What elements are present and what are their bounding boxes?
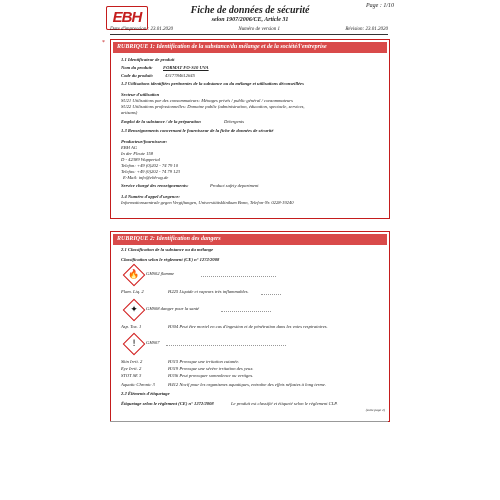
print-date: Date d'impression : 23.01.2020 — [110, 27, 173, 32]
product-code-value: 4317784612645 — [165, 73, 195, 78]
product-name-label: Nom du produit: — [121, 65, 153, 70]
dotted-line — [221, 311, 271, 312]
sector-su22-cont: artisans) — [121, 110, 138, 115]
footer-rule — [110, 421, 388, 422]
clp-title: Classification selon le règlement (CE) n° 1272/2008 — [121, 257, 220, 262]
header-rule — [110, 34, 388, 35]
h315-statement: H315 Provoque une irritation cutanée. — [168, 359, 240, 364]
h304-statement: H304 Peut être mortel en cas d'ingestion et de pénétration dans les voies respiratoires. — [168, 324, 328, 329]
product-code-label: Code du produit: — [121, 73, 154, 78]
dotted-line — [166, 345, 286, 346]
company-logo: EBH — [106, 6, 148, 30]
classification-title: 2.1 Classification de la substance ou du mélange — [121, 247, 214, 252]
h319-statement: H319 Provoque une sévère irritation des yeux. — [168, 366, 254, 371]
service-value: Product safety department — [210, 183, 259, 188]
eye-category: Eye Irrit. 2 — [121, 366, 142, 371]
ghs07-label: GHS07 — [146, 340, 160, 345]
address-line: D - 42389 Wuppertal — [121, 157, 160, 162]
sector-su22: SU22 Utilisations professionnelles: Domaine public (administration, éducation, spectacle, services, — [121, 104, 305, 109]
continued-note: (suite page 2) — [365, 408, 385, 412]
exclamation-icon: ! — [123, 333, 146, 356]
document-subtitle: selon 1907/2006/CE, Article 31 — [211, 17, 289, 23]
supplier-title: 1.3 Renseignements concernant le fournisseur de la fiche de données de sécurité — [121, 128, 274, 133]
h225-statement: H225 Liquide et vapeurs très inflammables. — [168, 289, 249, 294]
health-hazard-icon: ✦ — [123, 299, 146, 322]
address-email: E-Mail: info@ebh-ag.de — [123, 175, 169, 180]
address-line: In der Fleute 158 — [121, 151, 154, 156]
ghs08-label: GHS08 danger pour la santé — [146, 306, 200, 311]
dotted-line — [261, 294, 281, 295]
service-label: Service chargé des renseignements: — [121, 183, 189, 188]
usage-value: Détergents — [224, 119, 244, 124]
document-meta — [110, 27, 388, 32]
asp-category: Asp. Tox. 1 — [121, 324, 142, 329]
h336-statement: H336 Peut provoquer somnolence ou vertiges. — [168, 373, 254, 378]
section-2 — [110, 231, 390, 422]
asterisk-mark: * — [102, 40, 105, 46]
address-line: Telefax: +49 (0)202 - 74 79 123 — [121, 169, 181, 174]
dotted-line — [201, 276, 276, 277]
skin-category: Skin Irrit. 2 — [121, 359, 143, 364]
clp-labelling-title: Étiquetage selon le règlement (CE) n° 1272/2008 — [121, 401, 214, 406]
address-line: EBH AG — [121, 145, 138, 150]
aquatic-category: Aquatic Chronic 3 — [121, 382, 155, 387]
version-number: Numéro de version 1 — [238, 27, 280, 32]
emergency-value: Informationszentrale gegen Vergiftungen, Universitätsklinikum Bonn, Telefon-Nr. 0228-19240 — [121, 200, 294, 205]
document-title: Fiche de données de sécurité — [190, 5, 310, 16]
ghs02-label: GHS02 flamme — [146, 271, 175, 276]
uses-title: 1.2 Utilisations identifiées pertinentes de la substance ou du mélange et utilisations déconseillées — [121, 81, 304, 86]
product-name-value: FORMAT FO-S10 UVA — [163, 65, 209, 70]
usage-label: Emploi de la substance / de la préparation — [121, 119, 201, 124]
sector-su21: SU21 Utilisations par des consommateurs: Ménages privés / public général / consommateurs — [121, 98, 293, 103]
label-elements-title: 2.2 Éléments d'étiquetage — [121, 391, 170, 396]
address-line: Telefon: +49 (0)202 - 74 79 10 — [121, 163, 179, 168]
emergency-title: 1.4 Numéro d'appel d'urgence: — [121, 194, 180, 199]
section-1-heading: RUBRIQUE 1: Identification de la substance/du mélange et de la société/l'entreprise — [113, 42, 387, 53]
identifier-title: 1.1 Identificateur de produit — [121, 57, 175, 62]
sector-title: Secteur d'utilisation — [121, 92, 160, 97]
section-2-heading: RUBRIQUE 2: Identification des dangers — [113, 234, 387, 245]
page-number: Page : 1/10 — [366, 3, 394, 9]
flame-icon: 🔥 — [123, 264, 146, 287]
h412-statement: H412 Nocif pour les organismes aquatiques, entraîne des effets néfastes à long terme. — [168, 382, 327, 387]
stot-category: STOT SE 3 — [121, 373, 142, 378]
flam-category: Flam. Liq. 2 — [121, 289, 144, 294]
clp-labelling-text: Le produit est classifié et étiqueté selon le règlement CLP. — [231, 401, 338, 406]
section-1 — [110, 39, 390, 219]
revision-date: Révision: 23.01.2020 — [345, 27, 388, 32]
producer-label: Producteur/fournisseur: — [121, 139, 168, 144]
